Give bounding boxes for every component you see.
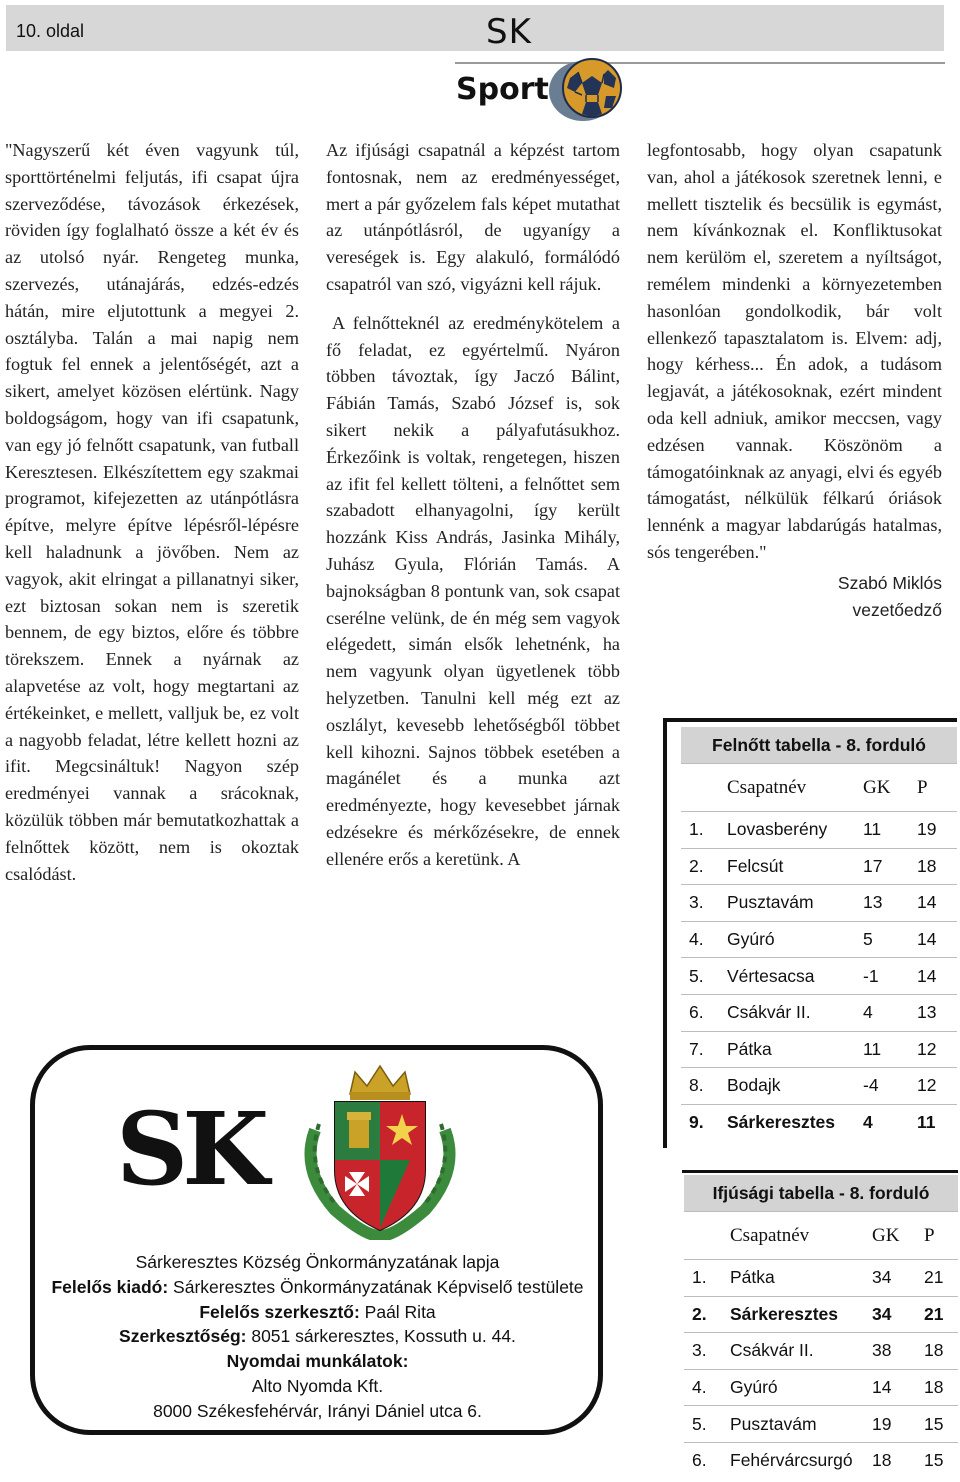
table-cell-gk: 17 (855, 848, 909, 885)
table-cell-team: Fehérvárcsurgó (722, 1442, 864, 1478)
table-cell-team: Sárkeresztes (722, 1296, 864, 1333)
table-cell-rank: 9. (681, 1104, 719, 1140)
imprint-value: 8051 sárkeresztes, Kossuth u. 44. (246, 1326, 516, 1347)
section-title: Sport (456, 72, 549, 107)
page-number: 10. oldal (16, 21, 85, 41)
table-header-rank (681, 764, 719, 812)
header-bar (6, 5, 944, 51)
table-cell-team: Sárkeresztes (719, 1104, 855, 1140)
table-cell-points: 14 (909, 921, 957, 958)
table-row (684, 1442, 958, 1478)
table-cell-team: Gyúró (722, 1369, 864, 1406)
article-paragraph: Az ifjúsági csapatnál a képzést tartom fontosnak, nem az eredményességet, mert a pár győzelem fals képet mutathat az utánpótlásról, de ugyanígy a vereségek is. Egy alakuló, formálódó csapatról van szó, vigyázni kell rájuk. (326, 140, 620, 294)
table-cell-rank: 3. (684, 1333, 722, 1370)
table-cell-gk: -4 (855, 1068, 909, 1105)
table-row (681, 1104, 957, 1140)
coat-of-arms-icon (295, 1060, 465, 1240)
table-header-gk: GK (864, 1212, 916, 1260)
imprint-printer: Alto Nyomda Kft. (251, 1375, 384, 1396)
football-icon (548, 56, 624, 122)
table-cell-gk: 19 (864, 1406, 916, 1443)
imprint-editor (30, 1300, 605, 1325)
article-column-2 (326, 137, 620, 873)
imprint-office (30, 1324, 605, 1349)
table-header-team: Csapatnév (722, 1212, 864, 1260)
table-cell-team: Csákvár II. (719, 994, 855, 1031)
table-cell-points: 12 (909, 1068, 957, 1105)
table-cell-points: 15 (916, 1406, 958, 1443)
table-cell-rank: 2. (681, 848, 719, 885)
article-paragraph: "Nagyszerű két éven vagyunk túl, sporttörténelmi feljutás, ifi csapat újra szerveződése, távozások érkezések, röviden így foglalható össze a két év és az utolsó nyár. Rengeteg munka, szervezés, utánajárás, edzés-edzés hátán, mire eljutottunk a megyei 2. osztályba. Talán a mai napig nem fogtuk fel ennek a jelentőségét, azt a sikert, amelyet közösen elértünk. Nagy boldogságom, hogy van ifi csapatunk, van egy jó felnőtt csapatunk, van futball Keresztesen. Elkészítettem egy szakmai programot, kifejezetten az utánpótlásra építve, melyre építve lépésről-lépésre kell haladnunk a jövőben. Nem az vagyok, akit elringat a pillanatnyi siker, ezt biztosan sokan nem is szeretik bennem, de egy biztos, előre és többre törekszem. Ennek a nyárnak az alapvetése az volt, hogy megtartani az értékeinket, e mellett, valljuk be, ez volt a nagyobb feladat, létre kellett hozni az ifit. Megcsináltuk! Nagyon szép eredményei vannak a srácoknak, közülük többen már bemutatkozhattak a felnőttek között, nem is okoztak csalódást. (5, 140, 299, 884)
imprint-publication: Sárkeresztes Község Önkormányzatának lapja (135, 1252, 500, 1272)
table-cell-rank: 2. (684, 1296, 722, 1333)
table-cell-rank: 8. (681, 1068, 719, 1105)
table-cell-points: 19 (909, 812, 957, 849)
imprint-label: Felelős szerkesztő: (199, 1301, 360, 1322)
imprint-value: Sárkeresztes Önkormányzatának Képviselő testülete (168, 1276, 584, 1297)
table-cell-team: Vértesacsa (719, 958, 855, 995)
imprint-publisher (30, 1275, 605, 1300)
table-header-gk: GK (855, 764, 909, 812)
table-row (684, 1369, 958, 1406)
table-shadow (682, 1170, 958, 1173)
table-cell-points: 18 (916, 1369, 958, 1406)
table-cell-points: 18 (916, 1333, 958, 1370)
table-cell-rank: 1. (684, 1260, 722, 1297)
table-cell-rank: 7. (681, 1031, 719, 1068)
table-row (681, 921, 957, 958)
section-rule (455, 62, 945, 64)
table-body (684, 1260, 958, 1479)
article-paragraph: A felnőtteknél az eredménykötelem a fő feladat, ez egyértelmű. Nyáron többen távoztak, így Jaczó Bálint, Fábián Tamás, Szabó József is, sok sikert nekik a pályafutásukhoz. Érkezőink is voltak, rengetegen, hiszen az ifit fel kellett tölteni, a felnőttet sem szabadott elhanyagolni, így került hozzánk Kiss András, Jasinka Mihály, Juhász Gyula, Flórián Tamás. A bajnokságban 8 pontunk van, sok csapat cserélne velünk, de én még sem vagyok elégedett, simán elsők lehetnénk, ha nem vagyunk olyan ügyetlenek több helyzetben. Tanulni kell még ezt az oszlályt, kevesebb lehetőségből többet kell kihozni. Sajnos többek esetében a magánélet és a munka azt eredményezte, hogy kevesebbet járnak edzésekre és mérkőzésekre, de ennek ellenére erős a keretünk. A (326, 312, 620, 869)
ifjusagi-standings (684, 1175, 958, 1479)
table-cell-points: 21 (916, 1260, 958, 1297)
signature-role: vezetőedző (852, 599, 942, 620)
imprint-label: Felelős kiadó: (51, 1276, 169, 1297)
table-header-points: P (916, 1212, 958, 1260)
table-cell-gk: 38 (864, 1333, 916, 1370)
imprint-text (30, 1250, 605, 1424)
table-row (681, 848, 957, 885)
table-cell-rank: 4. (684, 1369, 722, 1406)
table-cell-points: 13 (909, 994, 957, 1031)
table-cell-rank: 5. (684, 1406, 722, 1443)
imprint-value: Paál Rita (359, 1301, 436, 1322)
table-cell-rank: 6. (681, 994, 719, 1031)
table-cell-team: Pusztavám (719, 885, 855, 922)
table-cell-gk: 13 (855, 885, 909, 922)
table-cell-gk: 5 (855, 921, 909, 958)
felnott-standings (681, 727, 957, 1140)
section-header (455, 56, 955, 122)
table-header-row (684, 1212, 958, 1260)
table-cell-rank: 6. (684, 1442, 722, 1478)
table-header-row (681, 764, 957, 812)
table-cell-team: Pátka (719, 1031, 855, 1068)
table-cell-rank: 5. (681, 958, 719, 995)
table-row (681, 812, 957, 849)
table-cell-gk: 14 (864, 1369, 916, 1406)
table-cell-points: 14 (909, 958, 957, 995)
table-title: Felnőtt tabella - 8. forduló (681, 727, 957, 764)
imprint-printing-label: Nyomdai munkálatok: (226, 1351, 409, 1372)
table-cell-team: Felcsút (719, 848, 855, 885)
header-logo: SK (486, 12, 532, 52)
table-cell-points: 15 (916, 1442, 958, 1478)
table-row (681, 1031, 957, 1068)
table-cell-gk: 34 (864, 1260, 916, 1297)
signature-name: Szabó Miklós (837, 572, 942, 593)
table-cell-points: 11 (909, 1104, 957, 1140)
table-cell-team: Pátka (722, 1260, 864, 1297)
table-cell-points: 14 (909, 885, 957, 922)
table-cell-points: 21 (916, 1296, 958, 1333)
imprint-label: Szerkesztőség: (119, 1326, 247, 1347)
table-cell-team: Lovasberény (719, 812, 855, 849)
table-cell-team: Pusztavám (722, 1406, 864, 1443)
table-row (684, 1333, 958, 1370)
table-cell-gk: -1 (855, 958, 909, 995)
table-row (681, 1068, 957, 1105)
table-cell-points: 18 (909, 848, 957, 885)
table-cell-rank: 3. (681, 885, 719, 922)
imprint-logo: SK (116, 1090, 264, 1208)
table-cell-team: Bodajk (719, 1068, 855, 1105)
table-header-team: Csapatnév (719, 764, 855, 812)
table-cell-gk: 18 (864, 1442, 916, 1478)
imprint-printer-address: 8000 Székesfehérvár, Irányi Dániel utca 6. (153, 1400, 482, 1421)
table-cell-gk: 11 (855, 1031, 909, 1068)
table-cell-rank: 4. (681, 921, 719, 958)
table-cell-team: Csákvár II. (722, 1333, 864, 1370)
table-row (684, 1296, 958, 1333)
article-paragraph: legfontosabb, hogy olyan csapatunk van, ahol a játékosok szeretnek lenni, e mellett tisztelik és becsülik is egymást, nem kívánkoznak el. Konfliktusokat nem kerülöm el, szeretem a nyíltságot, remélem mindenki a környezetemben hasonlóan gondolkodik, bár volt ellenkező tapasztalatom is. Elvem: adj, hogy kérhess... Én adok, a tudásom legjavát, a játékosoknak, ezért mindent oda kell adniuk, amikor meccsen, vagy edzésen vannak. Köszönöm a támogatóinknak az anyagi, elvi és egyéb támogatást, nélkülük félkarú óriások lennénk a magyar labdarúgás hatalmas, sós tengerében." (647, 140, 942, 562)
table-cell-team: Gyúró (719, 921, 855, 958)
article-column-1 (5, 137, 299, 887)
table-row (681, 885, 957, 922)
table-header-rank (684, 1212, 722, 1260)
table-cell-points: 12 (909, 1031, 957, 1068)
table-row (681, 958, 957, 995)
table-row (684, 1260, 958, 1297)
table-cell-gk: 4 (855, 994, 909, 1031)
table-cell-gk: 11 (855, 812, 909, 849)
table-cell-rank: 1. (681, 812, 719, 849)
table-shadow (663, 718, 957, 722)
table-title: Ifjúsági tabella - 8. forduló (684, 1175, 958, 1212)
table-shadow (663, 718, 667, 1148)
table-cell-gk: 34 (864, 1296, 916, 1333)
table-row (684, 1406, 958, 1443)
table-cell-gk: 4 (855, 1104, 909, 1140)
table-row (681, 994, 957, 1031)
table-header-points: P (909, 764, 957, 812)
article-column-3 (647, 137, 942, 624)
table-body (681, 812, 957, 1141)
